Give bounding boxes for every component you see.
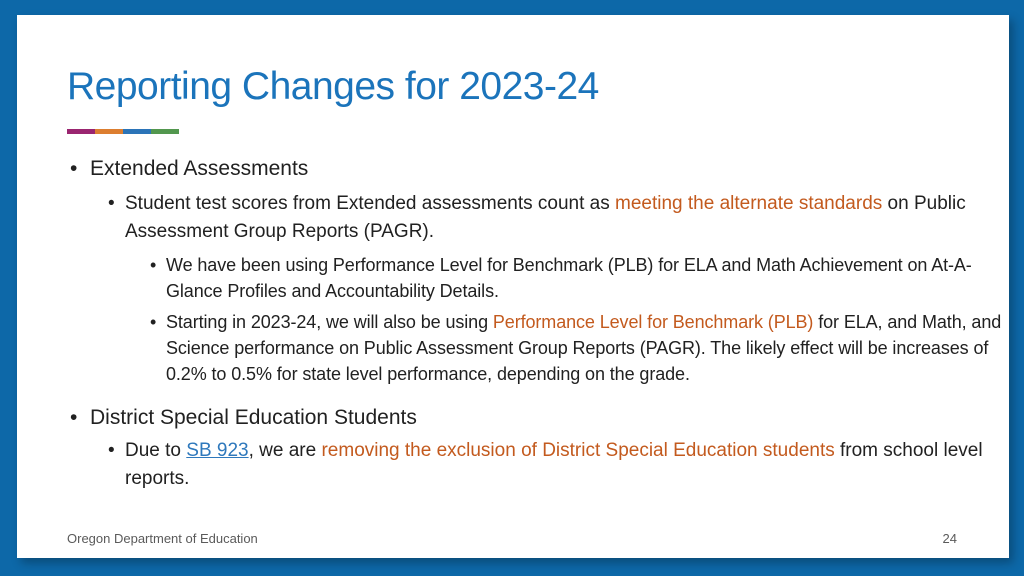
- bullet-text: for ELA, and Math, and Science performance on Public Assessment Group Reports (PAGR). The likely effect will be increases of 0.2% to 0.5% for state level performance, depending on the grade.: [166, 312, 1002, 384]
- bullet-marker: •: [108, 193, 115, 214]
- bullet-marker: •: [70, 406, 78, 429]
- bullet-text: Extended Assessments: [90, 157, 309, 180]
- bullet-item-sb923: [17, 437, 1009, 493]
- accent-bar-segment-green: [151, 129, 179, 134]
- footer-page-number: 24: [942, 531, 957, 546]
- accent-bar-segment-orange: [95, 129, 123, 134]
- bullet-marker: •: [70, 157, 78, 180]
- slide-title: Reporting Changes for 2023-24: [67, 65, 599, 108]
- bullet-text: Due to: [125, 440, 187, 461]
- slide: [17, 15, 1009, 558]
- footer-organization: Oregon Department of Education: [67, 531, 258, 546]
- bullet-item-student-test-scores: [17, 190, 1009, 246]
- bullet-item-extended-assessments: [17, 155, 1009, 183]
- sb-923-link[interactable]: SB 923: [186, 440, 249, 461]
- bullet-marker: •: [108, 440, 115, 461]
- bullet-item-plb-history: [17, 252, 1009, 304]
- emphasis-text: meeting the alternate standards: [615, 193, 883, 214]
- bullet-text: Starting in 2023-24, we will also be using: [166, 312, 493, 332]
- accent-bar-segment-blue: [123, 129, 151, 134]
- bullet-text: We have been using Performance Level for Benchmark (PLB) for ELA and Math Achievement on At-A-Glance Profiles and Accountability Details.: [166, 255, 972, 301]
- bullet-text: from school level reports.: [125, 440, 983, 489]
- bullet-marker: •: [150, 312, 157, 332]
- bullet-text: , we are: [248, 440, 322, 461]
- bullet-marker: •: [150, 255, 157, 275]
- bullet-list: [17, 155, 1009, 493]
- accent-bar-segment-magenta: [67, 129, 95, 134]
- emphasis-text: Performance Level for Benchmark (PLB): [492, 312, 814, 332]
- emphasis-text: removing the exclusion of District Special Education students: [321, 440, 835, 461]
- bullet-item-district-special-education: [17, 404, 1009, 432]
- bullet-text: District Special Education Students: [90, 406, 417, 429]
- bullet-item-plb-change: [17, 309, 1009, 387]
- bullet-text: Student test scores from Extended assessments count as: [125, 193, 616, 214]
- title-accent-bar: [67, 129, 179, 134]
- bullet-text: on Public Assessment Group Reports (PAGR).: [125, 193, 966, 242]
